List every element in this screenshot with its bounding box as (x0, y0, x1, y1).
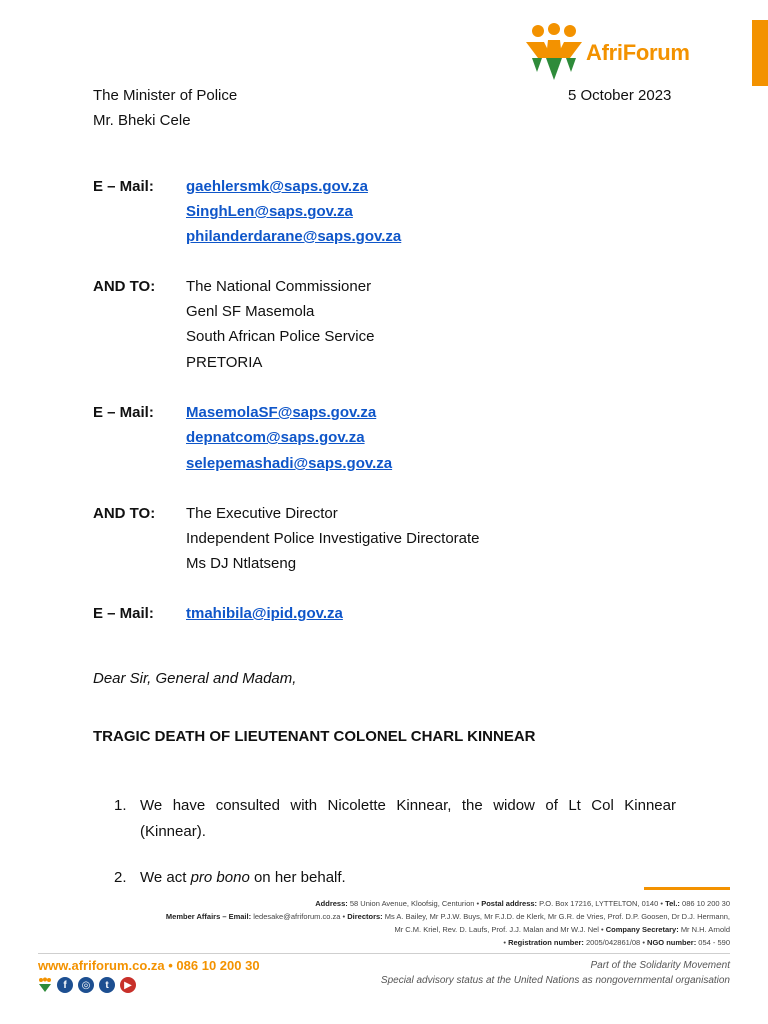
address-line: The National Commissioner (186, 278, 372, 295)
footer-label: NGO number: (647, 938, 697, 947)
footer-value: 054 - 590 (698, 938, 730, 947)
address-line: Ms DJ Ntlatseng (186, 555, 297, 572)
email-link[interactable]: tmahibila@ipid.gov.za (186, 605, 343, 622)
social-icons (38, 976, 136, 994)
email-label: E – Mail: (93, 605, 154, 622)
recipient-title: The Minister of Police (93, 87, 238, 104)
footer-label: Address: (315, 899, 348, 908)
footer-value: ledesake@afriforum.co.za (253, 912, 341, 921)
letter-subject: TRAGIC DEATH OF LIEUTENANT COLONEL CHARL KINNEAR (93, 728, 536, 745)
paragraph-1 (114, 793, 676, 845)
footer-label: Member Affairs – Email: (165, 912, 252, 921)
footer-registration-line: • Registration number: 2005/042861/08 • NGO number: 054 - 590 (503, 938, 730, 947)
footer-value: 58 Union Avenue, Kloofsig, Centurion (349, 899, 475, 908)
footer-address-line: Address: 58 Union Avenue, Kloofsig, Centurion • Postal address: P.O. Box 17216, LYTTELTON, 0140 • Tel.: 086 10 200 30 (315, 899, 730, 908)
and-to-label: AND TO: (93, 505, 156, 522)
email-link[interactable]: depnatcom@saps.gov.za (186, 429, 365, 446)
paragraph-text (140, 869, 346, 886)
footer-divider (38, 953, 730, 954)
address-line: The Executive Director (186, 505, 338, 522)
footer-value: Mr C.M. Kriel, Rev. D. Laufs, Prof. J.J. Malan and Mr W.J. Nel (394, 925, 599, 934)
footer-label: Postal address: (481, 899, 538, 908)
footer-label: Registration number: (508, 938, 584, 947)
paragraph-text-italic: pro bono (190, 869, 250, 886)
paragraph-2 (114, 869, 346, 886)
email-link[interactable]: MasemolaSF@saps.gov.za (186, 404, 377, 421)
footer-label: Directors: (347, 912, 383, 921)
afriforum-icon[interactable] (38, 977, 52, 993)
email-label: E – Mail: (93, 404, 154, 421)
address-line: Independent Police Investigative Directorate (186, 530, 480, 547)
email-link[interactable]: philanderdarane@saps.gov.za (186, 228, 402, 245)
address-line: Genl SF Masemola (186, 303, 315, 320)
recipient-name: Mr. Bheki Cele (93, 112, 191, 129)
paragraph-text: We have consulted with Nicolette Kinnear, the widow of Lt Col Kinnear (Kinnear). (140, 797, 676, 840)
brand-name: AfriForum (586, 40, 690, 65)
paragraph-number: 2. (114, 869, 127, 886)
letter-date: 5 October 2023 (568, 87, 672, 104)
address-line: PRETORIA (186, 354, 263, 371)
address-line: South African Police Service (186, 328, 375, 345)
footer-value: Mr N.H. Arnold (680, 925, 730, 934)
email-link[interactable]: SinghLen@saps.gov.za (186, 203, 353, 220)
email-label: E – Mail: (93, 178, 154, 195)
footer-label: Company Secretary: (605, 925, 679, 934)
footer-value: P.O. Box 17216, LYTTELTON, 0140 (539, 899, 659, 908)
email-link[interactable]: gaehlersmk@saps.gov.za (186, 178, 368, 195)
youtube-icon[interactable]: ▶ (120, 977, 136, 993)
footer-un-status: Special advisory status at the United Nations as nongovernmental organisation (380, 975, 730, 986)
email-link[interactable]: selepemashadi@saps.gov.za (186, 455, 393, 472)
footer-directors-line-2: Mr C.M. Kriel, Rev. D. Laufs, Prof. J.J. Malan and Mr W.J. Nel • Company Secretary: Mr N.H. Arnold (394, 925, 730, 934)
footer-label: Tel.: (665, 899, 680, 908)
paragraph-text-part: on her behalf. (249, 869, 346, 886)
salutation: Dear Sir, General and Madam, (93, 670, 297, 687)
footer-value: 086 10 200 30 (682, 899, 730, 908)
paragraph-number: 1. (114, 797, 127, 814)
footer-value: 2005/042861/08 (586, 938, 641, 947)
footer-accent-line (644, 887, 730, 890)
and-to-label: AND TO: (93, 278, 156, 295)
instagram-icon[interactable]: ◎ (78, 977, 94, 993)
footer-directors-line: Member Affairs – Email: ledesake@afriforum.co.za • Directors: Ms A. Bailey, Mr P.J.W. Buys, Mr F.J.D. de Klerk, Mr G.R. de Vries, Prof. D.P. Goosen, Dr D.J. Hermann, (165, 912, 730, 921)
paragraph-text-part: We act (140, 869, 191, 886)
footer-website[interactable]: www.afriforum.co.za • 086 10 200 30 (38, 958, 260, 973)
facebook-icon[interactable]: f (57, 977, 73, 993)
footer-movement: Part of the Solidarity Movement (590, 960, 730, 971)
footer-value: Ms A. Bailey, Mr P.J.W. Buys, Mr F.J.D. de Klerk, Mr G.R. de Vries, Prof. D.P. Goosen, Dr D.J. Hermann, (384, 912, 730, 921)
twitter-icon[interactable]: t (99, 977, 115, 993)
orange-header-tab (752, 20, 768, 86)
afriforum-logo-icon (524, 22, 586, 84)
